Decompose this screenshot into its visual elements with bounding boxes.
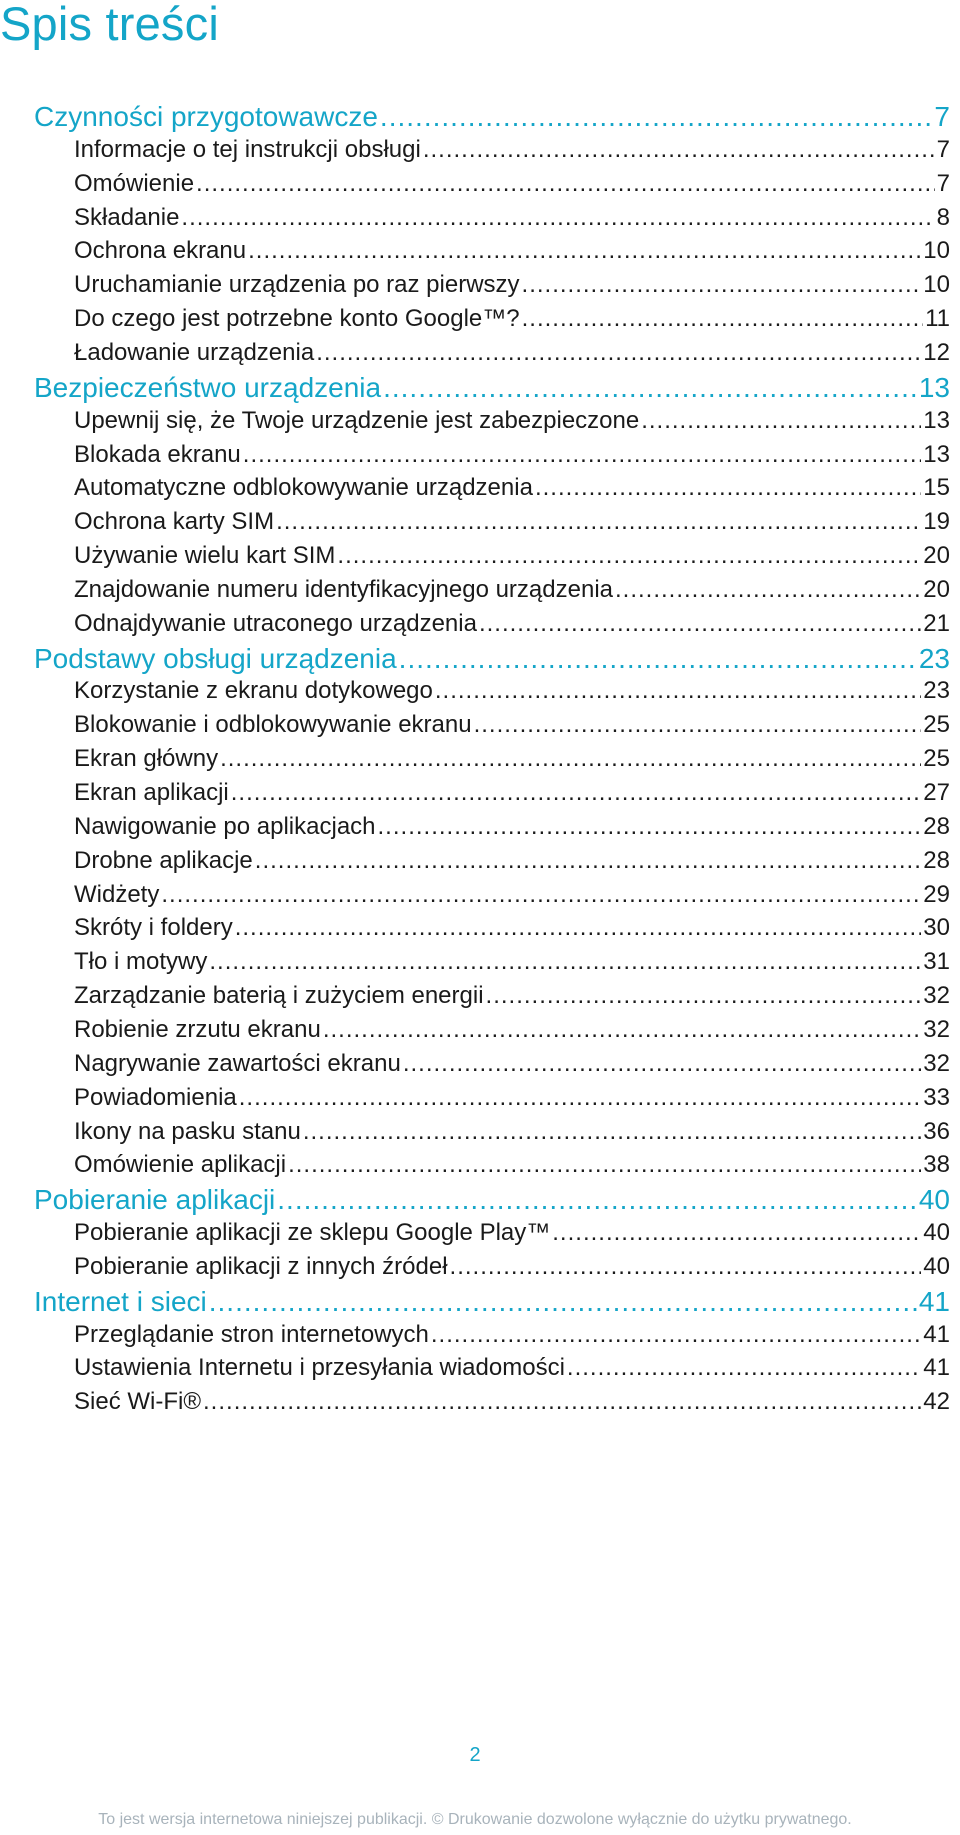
dot-leader — [474, 711, 922, 739]
dot-leader — [567, 1354, 921, 1382]
dot-leader — [209, 948, 921, 976]
toc-section-entry[interactable] — [74, 271, 950, 299]
dot-leader — [239, 1084, 922, 1112]
dot-leader — [423, 136, 935, 164]
toc-entry-label: Pobieranie aplikacji z innych źródeł — [74, 1252, 448, 1280]
page-title: Spis treści — [0, 0, 219, 50]
toc-entry-label: Odnajdywanie utraconego urządzenia — [74, 609, 477, 637]
toc-entry-label: Ikony na pasku stanu — [74, 1117, 301, 1145]
dot-leader — [220, 745, 921, 773]
toc-entry-page: 32 — [923, 982, 950, 1010]
dot-leader — [337, 542, 921, 570]
toc-entry-label: Podstawy obsługi urządzenia — [34, 642, 397, 674]
toc-entry-page: 13 — [923, 406, 950, 434]
toc-entry-label: Upewnij się, że Twoje urządzenie jest zabezpieczone — [74, 406, 640, 434]
toc-entry-label: Korzystanie z ekranu dotykowego — [74, 677, 433, 705]
toc-entry-page: 41 — [918, 1285, 950, 1317]
toc-section-entry[interactable] — [74, 237, 950, 265]
toc-entry-label: Powiadomienia — [74, 1083, 237, 1111]
toc-entry-page: 7 — [936, 169, 950, 197]
dot-leader — [231, 779, 922, 807]
dot-leader — [378, 813, 922, 841]
dot-leader — [203, 1388, 921, 1416]
dot-leader — [277, 1184, 917, 1216]
toc-entry-label: Automatyczne odblokowywanie urządzenia — [74, 474, 533, 502]
dot-leader — [431, 1321, 921, 1349]
toc-entry-label: Drobne aplikacje — [74, 846, 253, 874]
toc-section-entry[interactable] — [74, 441, 950, 469]
dot-leader — [316, 339, 921, 367]
toc-section-entry[interactable] — [74, 1253, 950, 1281]
toc-section-entry[interactable] — [74, 474, 950, 502]
toc-entry-page: 20 — [923, 542, 950, 570]
dot-leader — [255, 847, 922, 875]
toc-section-entry[interactable] — [74, 1151, 950, 1179]
toc-section-entry[interactable] — [74, 779, 950, 807]
toc-entry-page: 13 — [923, 440, 950, 468]
toc-entry-label: Nawigowanie po aplikacjach — [74, 812, 376, 840]
toc-entry-page: 42 — [923, 1388, 950, 1416]
toc-section-entry[interactable] — [74, 847, 950, 875]
toc-entry-label: Pobieranie aplikacji — [34, 1184, 276, 1216]
toc-section-entry[interactable] — [74, 339, 950, 367]
toc-entry-page: 28 — [923, 812, 950, 840]
dot-leader — [552, 1219, 921, 1247]
toc-entry-page: 40 — [918, 1184, 950, 1216]
toc-entry-page: 23 — [918, 642, 950, 674]
toc-entry-label: Nagrywanie zawartości ekranu — [74, 1049, 401, 1077]
toc-chapter-entry[interactable] — [34, 101, 950, 133]
toc-entry-label: Internet i sieci — [34, 1285, 207, 1317]
toc-section-entry[interactable] — [74, 1354, 950, 1382]
toc-section-entry[interactable] — [74, 542, 950, 570]
dot-leader — [450, 1253, 922, 1281]
toc-entry-label: Robienie zrzutu ekranu — [74, 1015, 321, 1043]
toc-entry-page: 21 — [923, 609, 950, 637]
toc-entry-label: Ochrona karty SIM — [74, 508, 275, 536]
toc-entry-label: Uruchamianie urządzenia po raz pierwszy — [74, 271, 520, 299]
toc-entry-page: 25 — [923, 711, 950, 739]
dot-leader — [479, 610, 921, 638]
toc-section-entry[interactable] — [74, 204, 950, 232]
toc-entry-label: Blokowanie i odblokowywanie ekranu — [74, 711, 472, 739]
dot-leader — [383, 372, 917, 404]
toc-entry-label: Informacje o tej instrukcji obsługi — [74, 135, 421, 163]
toc-entry-page: 36 — [923, 1117, 950, 1145]
toc-entry-label: Tło i motywy — [74, 948, 208, 976]
toc-entry-label: Omówienie — [74, 169, 195, 197]
toc-entry-page: 29 — [923, 880, 950, 908]
toc-entry-label: Przeglądanie stron internetowych — [74, 1320, 429, 1348]
toc-section-entry[interactable] — [74, 745, 950, 773]
toc-entry-label: Ustawienia Internetu i przesyłania wiadomości — [74, 1354, 565, 1382]
toc-section-entry[interactable] — [74, 1118, 950, 1146]
dot-leader — [435, 677, 921, 705]
toc-entry-page: 11 — [925, 305, 950, 333]
toc-entry-page: 7 — [936, 135, 950, 163]
dot-leader — [243, 441, 922, 469]
toc-entry-label: Ładowanie urządzenia — [74, 338, 315, 366]
toc-entry-label: Blokada ekranu — [74, 440, 241, 468]
toc-section-entry[interactable] — [74, 948, 950, 976]
dot-leader — [181, 204, 934, 232]
toc-entry-label: Używanie wielu kart SIM — [74, 542, 336, 570]
toc-section-entry[interactable] — [74, 610, 950, 638]
toc-entry-page: 7 — [934, 101, 950, 132]
dot-leader — [380, 101, 933, 133]
dot-leader — [288, 1151, 921, 1179]
toc-chapter-entry[interactable] — [34, 372, 950, 404]
toc-entry-label: Skróty i foldery — [74, 914, 233, 942]
toc-section-entry[interactable] — [74, 305, 950, 333]
toc-section-entry[interactable] — [74, 1050, 950, 1078]
toc-section-entry[interactable] — [74, 982, 950, 1010]
toc-entry-page: 10 — [923, 271, 950, 299]
toc-section-entry[interactable] — [74, 1084, 950, 1112]
toc-entry-page: 25 — [923, 745, 950, 773]
dot-leader — [303, 1118, 921, 1146]
toc-entry-page: 38 — [923, 1151, 950, 1179]
dot-leader — [399, 643, 917, 675]
toc-section-entry[interactable] — [74, 881, 950, 909]
dot-leader — [196, 170, 935, 198]
toc-entry-page: 13 — [918, 371, 950, 403]
toc-entry-page: 28 — [923, 846, 950, 874]
dot-leader — [641, 407, 921, 435]
dot-leader — [323, 1016, 921, 1044]
toc-entry-label: Ochrona ekranu — [74, 237, 247, 265]
toc-entry-label: Znajdowanie numeru identyfikacyjnego urządzenia — [74, 575, 613, 603]
dot-leader — [522, 271, 922, 299]
dot-leader — [522, 305, 923, 333]
dot-leader — [486, 982, 922, 1010]
toc-entry-page: 20 — [923, 575, 950, 603]
dot-leader — [209, 1286, 917, 1318]
toc-entry-page: 31 — [923, 948, 950, 976]
toc-entry-label: Zarządzanie baterią i zużyciem energii — [74, 982, 484, 1010]
toc-entry-page: 32 — [923, 1015, 950, 1043]
toc-entry-page: 33 — [923, 1083, 950, 1111]
toc-entry-label: Składanie — [74, 203, 180, 231]
toc-section-entry[interactable] — [74, 1016, 950, 1044]
toc-entry-page: 40 — [923, 1252, 950, 1280]
toc-entry-page: 30 — [923, 914, 950, 942]
toc-chapter-entry[interactable] — [34, 1286, 950, 1318]
toc-entry-page: 19 — [923, 508, 950, 536]
toc-section-entry[interactable] — [74, 136, 950, 164]
toc-entry-label: Ekran główny — [74, 745, 219, 773]
toc-entry-label: Omówienie aplikacji — [74, 1151, 287, 1179]
toc-entry-page: 12 — [923, 338, 950, 366]
toc-chapter-entry[interactable] — [34, 1184, 950, 1216]
dot-leader — [535, 474, 921, 502]
toc-entry-page: 15 — [923, 474, 950, 502]
toc-section-entry[interactable] — [74, 508, 950, 536]
dot-leader — [615, 576, 921, 604]
page-number: 2 — [469, 1744, 481, 1766]
dot-leader — [248, 237, 921, 265]
footer-note: To jest wersja internetowa niniejszej publikacji. © Drukowanie dozwolone wyłącznie do użytku prywatnego. — [98, 1811, 852, 1828]
toc-section-entry[interactable] — [74, 813, 950, 841]
toc-section-entry[interactable] — [74, 170, 950, 198]
toc-entry-page: 8 — [936, 203, 950, 231]
toc-entry-label: Bezpieczeństwo urządzenia — [34, 371, 382, 403]
toc-entry-page: 40 — [923, 1219, 950, 1247]
toc-entry-label: Pobieranie aplikacji ze sklepu Google Play™ — [74, 1219, 551, 1247]
dot-leader — [161, 881, 921, 909]
toc-entry-page: 10 — [923, 237, 950, 265]
toc-section-entry[interactable] — [74, 1219, 950, 1247]
toc-entry-label: Ekran aplikacji — [74, 779, 229, 806]
toc-entry-page: 32 — [923, 1049, 950, 1077]
toc-section-entry[interactable] — [74, 711, 950, 739]
toc-section-entry[interactable] — [74, 1388, 950, 1416]
toc-entry-page: 27 — [923, 779, 950, 806]
toc-entry-page: 23 — [923, 677, 950, 705]
toc-entry-label: Do czego jest potrzebne konto Google™? — [74, 305, 520, 333]
toc-entry-label: Czynności przygotowawcze — [34, 101, 378, 132]
dot-leader — [403, 1050, 921, 1078]
dot-leader — [235, 914, 922, 942]
toc-section-entry[interactable] — [74, 914, 950, 942]
dot-leader — [276, 508, 921, 536]
toc-entry-label: Widżety — [74, 880, 160, 908]
toc-section-entry[interactable] — [74, 677, 950, 705]
toc-section-entry[interactable] — [74, 576, 950, 604]
toc-section-entry[interactable] — [74, 407, 950, 435]
toc-entry-page: 41 — [923, 1320, 950, 1348]
toc-chapter-entry[interactable] — [34, 643, 950, 675]
toc-section-entry[interactable] — [74, 1321, 950, 1349]
toc-entry-page: 41 — [923, 1354, 950, 1382]
toc-entry-label: Sieć Wi-Fi® — [74, 1388, 202, 1416]
